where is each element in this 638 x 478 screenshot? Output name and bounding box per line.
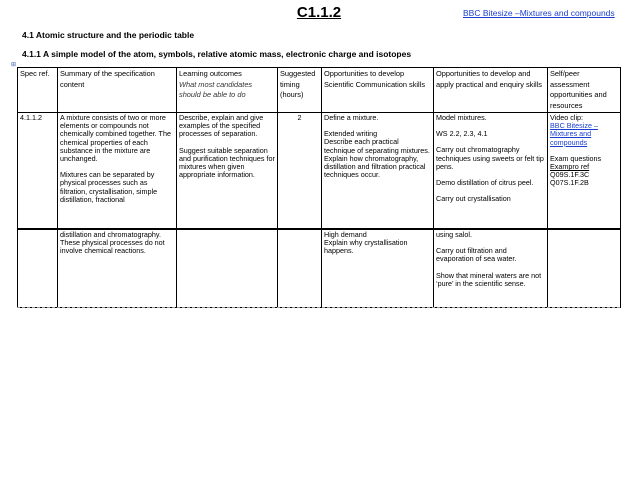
page-title: C1.1.2: [296, 4, 342, 21]
header-summary: Summary of the specification content: [58, 68, 177, 113]
prac-text: WS 2.2, 2.3, 4.1: [436, 129, 488, 139]
assess-text: Video clip:: [550, 113, 584, 122]
outcome-text: Suggest suitable separation and purification techniques for mixtures when given appropriate information.: [179, 145, 275, 180]
cell-spec-ref: 4.1.1.2: [18, 113, 58, 229]
header-scientific-communication: Opportunities to develop Scientific Communication skills: [322, 68, 434, 113]
prac-text: Model mixtures.: [436, 113, 487, 122]
table-header-row: [18, 68, 621, 113]
summary-paragraph: Mixtures can be separated by physical processes such as filtration, crystallisation, simple distillation, fractional: [60, 170, 158, 204]
assess-text: Exam questions: [550, 153, 602, 163]
prac-text: using salol.: [436, 230, 472, 239]
cell-assessment: [548, 113, 621, 229]
spec-table-continued: [17, 229, 621, 308]
header-outcomes-hint: What most candidates should be able to do: [179, 79, 253, 99]
prac-text: Carry out filtration and evaporation of sea water.: [436, 246, 517, 264]
subsection-heading: 4.1.1 A simple model of the atom, symbols, relative atomic mass, electronic charge and isotopes: [22, 49, 412, 59]
sci-text: Describe each practical technique of separating mixtures.: [324, 137, 430, 155]
outcome-text: Describe, explain and give examples of the specified processes of separation.: [179, 113, 264, 139]
prac-text: Carry out crystallisation: [436, 194, 511, 204]
cell-outcomes: [177, 230, 278, 308]
section-heading: 4.1 Atomic structure and the periodic table: [22, 30, 195, 40]
assess-text: Q09S.1F.3C: [550, 170, 590, 180]
header-spec-ref: Spec ref.: [18, 68, 58, 113]
header-practical-skills: Opportunities to develop and apply practical and enquiry skills: [434, 68, 548, 113]
cell-assessment: [548, 230, 621, 308]
header-outcomes-label: Learning outcomes: [179, 69, 242, 78]
cell-summary: distillation and chromatography. These physical processes do not involve chemical reactions.: [58, 230, 177, 308]
prac-text: Carry out chromatography techniques using sweets or felt tip pens.: [436, 145, 544, 171]
cell-spec-ref: [18, 230, 58, 308]
prac-text: Show that mineral waters are not ‘pure’ in the scientific sense.: [436, 270, 542, 288]
bitesize-video-link[interactable]: BBC Bitesize – Mixtures and compounds: [550, 121, 598, 147]
header-learning-outcomes: [177, 68, 278, 113]
header-timing: Suggested timing (hours): [278, 68, 322, 113]
sci-text: Explain how chromatography, distillation and filtration practical techniques occur.: [324, 153, 426, 180]
cell-summary: [58, 113, 177, 229]
cell-scientific-communication: [322, 113, 434, 229]
header-assessment: Self/peer assessment opportunities and resources: [548, 68, 621, 113]
exampro-link[interactable]: Exampro ref: [550, 162, 590, 172]
cell-outcomes: [177, 113, 278, 229]
sci-text: Define a mixture.: [324, 113, 379, 122]
cell-practical: [434, 230, 548, 308]
summary-paragraph: A mixture consists of two or more elements or compounds not chemically combined together. The chemical properties of each substance in the mixture are unchanged.: [60, 113, 171, 164]
prac-text: Demo distillation of citrus peel.: [436, 178, 534, 188]
sci-text: High demand: [324, 230, 367, 239]
cell-practical: [434, 113, 548, 229]
cell-scientific-communication: [322, 230, 434, 308]
table-row: [18, 230, 621, 308]
sci-text: Extended writing: [324, 129, 378, 139]
page-break-divider: [17, 307, 620, 312]
table-move-handle-icon[interactable]: ⊞: [11, 62, 17, 68]
table-row: [18, 113, 621, 229]
assess-text: Q07S.1F.2B: [550, 178, 589, 188]
cell-timing: 2: [278, 113, 322, 229]
spec-table: [17, 67, 621, 229]
cell-timing: [278, 230, 322, 308]
sci-text: Explain why crystallisation happens.: [324, 238, 408, 256]
bitesize-link[interactable]: BBC Bitesize –Mixtures and compounds: [463, 8, 615, 18]
